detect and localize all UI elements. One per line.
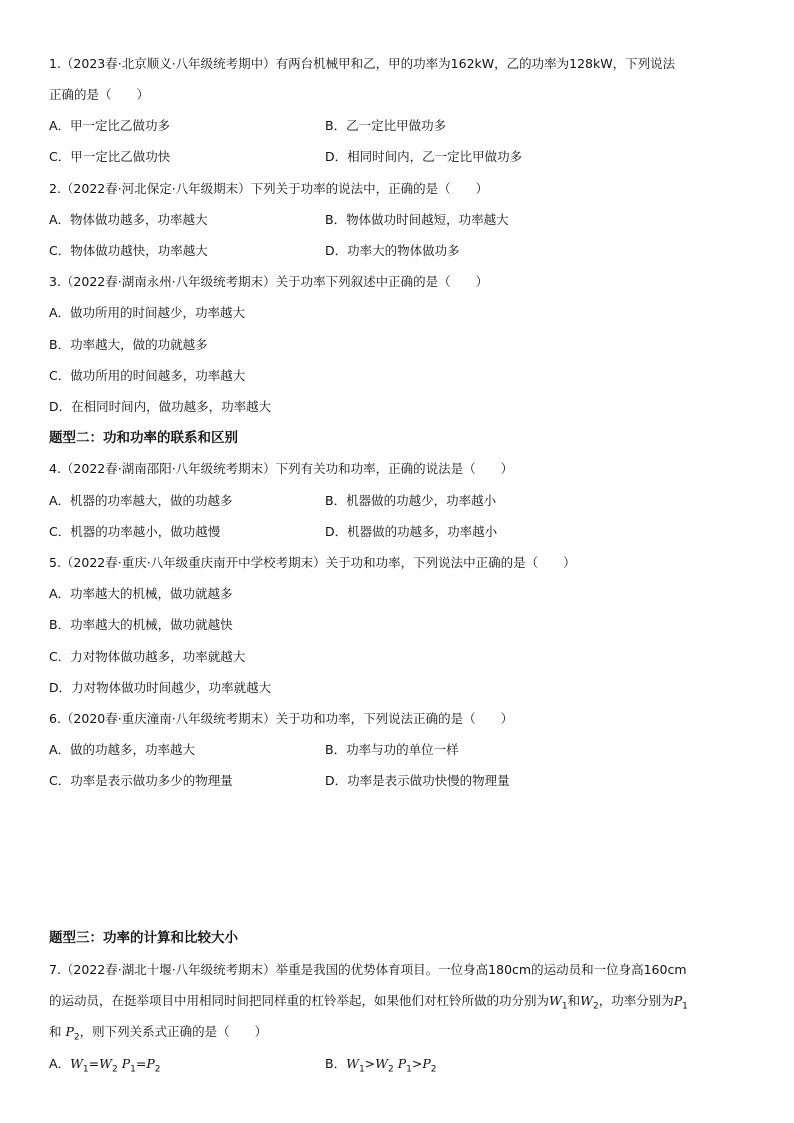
- q1-option-b: B．乙一定比甲做功多: [325, 118, 447, 133]
- q2-option-c: C．物体做功越快，功率越大: [49, 243, 208, 258]
- q6-option-c: C．功率是表示做功多少的物理量: [49, 773, 233, 788]
- q6-option-b: B．功率与功的单位一样: [325, 742, 459, 757]
- q4-stem: 4.（2022春·湖南邵阳·八年级统考期末）下列有关功和功率，正确的说法是（ ）: [49, 461, 514, 476]
- q4-option-c: C．机器的功率越小，做功越慢: [49, 524, 221, 539]
- q5-option-b: B．功率越大的机械，做功就越快: [49, 617, 233, 632]
- section-heading-2: 题型二：功和功率的联系和区别: [49, 430, 238, 446]
- q7-option-a: A．$W_1=W_2$ $P_1=P_2$: [49, 1056, 161, 1075]
- q4-option-d: D．机器做的功越多，功率越小: [325, 524, 498, 539]
- q2-option-d: D．功率大的物体做功多: [325, 243, 460, 258]
- q3-option-d: D．在相同时间内，做功越多，功率越大: [49, 399, 272, 414]
- q7-stem: 7.（2022春·湖北十堰·八年级统考期末）举重是我国的优势体育项目。一位身高180cm的运动员和一位身高160cm: [49, 962, 687, 977]
- q5-option-c: C．力对物体做功越多，功率就越大: [49, 649, 246, 664]
- q7-stem-cont: 的运动员，在挺举项目中用相同时间把同样重的杠铃举起，如果他们对杠铃所做的功分别为$W_1$和$W_2$，功率分别为$P_1$: [49, 993, 688, 1012]
- q1-stem: 1.（2023春·北京顺义·八年级统考期中）有两台机械甲和乙，甲的功率为162kW，乙的功率为128kW，下列说法: [49, 56, 676, 71]
- q2-option-b: B．物体做功时间越短，功率越大: [325, 212, 509, 227]
- q4-option-b: B．机器做的功越少，功率越小: [325, 493, 497, 508]
- q3-option-a: A．做功所用的时间越少，功率越大: [49, 305, 246, 320]
- q3-stem: 3.（2022春·湖南永州·八年级统考期末）关于功率下列叙述中正确的是（ ）: [49, 274, 489, 289]
- q7-option-b: B．$W_1>W_2$ $P_1>P_2$: [325, 1056, 437, 1075]
- q1-stem-cont: 正确的是（ ）: [49, 87, 150, 102]
- q7-stem-cont-2: 和 $P_2$，则下列关系式正确的是（ ）: [49, 1024, 268, 1043]
- q6-stem: 6.（2020春·重庆潼南·八年级统考期末）关于功和功率，下列说法正确的是（ ）: [49, 711, 514, 726]
- q2-stem: 2.（2022春·河北保定·八年级期末）下列关于功率的说法中，正确的是（ ）: [49, 181, 489, 196]
- q5-stem: 5.（2022春·重庆·八年级重庆南开中学校考期末）关于功和功率，下列说法中正确的是（ ）: [49, 555, 576, 570]
- q6-option-d: D．功率是表示做功快慢的物理量: [325, 773, 510, 788]
- q2-option-a: A．物体做功越多，功率越大: [49, 212, 208, 227]
- q1-option-c: C．甲一定比乙做功快: [49, 149, 171, 164]
- section-heading-3: 题型三：功率的计算和比较大小: [49, 930, 238, 946]
- q5-option-d: D．力对物体做功时间越少，功率就越大: [49, 680, 272, 695]
- q1-option-a: A．甲一定比乙做功多: [49, 118, 171, 133]
- q3-option-b: B．功率越大，做的功就越多: [49, 337, 208, 352]
- q5-option-a: A．功率越大的机械，做功就越多: [49, 586, 233, 601]
- q6-option-a: A．做的功越多，功率越大: [49, 742, 196, 757]
- q3-option-c: C．做功所用的时间越多，功率越大: [49, 368, 246, 383]
- q4-option-a: A．机器的功率越大，做的功越多: [49, 493, 233, 508]
- q1-option-d: D．相同时间内，乙一定比甲做功多: [325, 149, 523, 164]
